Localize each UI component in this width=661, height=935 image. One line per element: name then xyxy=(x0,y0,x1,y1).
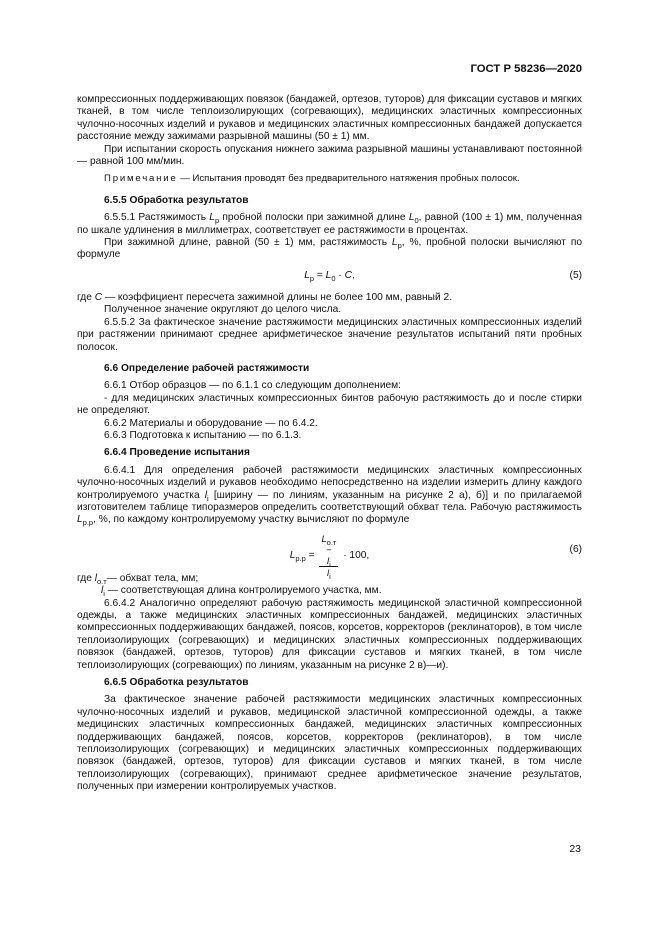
heading-6-6-4: 6.6.4 Проведение испытания xyxy=(104,447,250,459)
formula-6: $L_{р.р}$ = $L_{о.т}$ − $l_i$ $l_i$ · 100, (6) xyxy=(289,532,582,581)
formula-5-where: где C — коэффициент пересчета зажимной длины не более 100 мм, равный 2. xyxy=(77,291,453,303)
fraction: $L_{о.т}$ − $l_i$ $l_i$ xyxy=(321,532,337,581)
page-number: 23 xyxy=(569,843,581,855)
heading-6-5-5: 6.5.5 Обработка результатов xyxy=(104,194,249,206)
formula-number: (5) xyxy=(569,269,582,281)
document-body xyxy=(77,94,582,794)
standard-code: ГОСТ Р 58236—2020 xyxy=(470,63,582,75)
formula-5: $L_р = L_0 \cdot C$, (5) xyxy=(304,269,582,283)
heading-6-6: 6.6 Определение рабочей растяжимости xyxy=(104,362,310,374)
formula-6-where-a: где $l_{о.т}—$ обхват тела, мм; xyxy=(77,572,199,586)
note xyxy=(77,173,582,185)
paragraph-6-6-5: За фактическое значение рабочей растяжимости медицинских эластичных компрессионных чулочно-носочных изделий и рукавов, медицинской эластичной компрессионной одежды, а также медицинских эластичных компрессионных бандажей, медицинских эластичных компрессионных поддерживающих бандажей, поясов, корсетов, корректоров (реклинаторов), в том числе теплоизолирующих (согревающих) и медицинских эластичных компрессионных поддерживающих повязок (бандажей, ортезов, туторов) для фиксации суставов и мягких тканей, в том числе теплоизолирующих (согревающих), принимают среднее арифметическое значение результатов, полученных при измерении контролируемых участков. xyxy=(77,694,582,793)
paragraph-speed: При испытании скорость опускания нижнего зажима разрывной машины устанавливают постоянной — равной 100 мм/мин. xyxy=(77,143,582,168)
paragraph-6-6-2: 6.6.2 Материалы и оборудование — по 6.4.2. xyxy=(104,417,318,429)
heading-6-6-5: 6.6.5 Обработка результатов xyxy=(104,677,249,689)
paragraph-6-6-1: 6.6.1 Отбор образцов — по 6.1.1 со следующим дополнением: xyxy=(104,380,402,392)
paragraph-round: Полученное значение округляют до целого числа. xyxy=(104,304,342,316)
note-text: — Испытания проводят без предварительного натяжения пробных полосок. xyxy=(177,173,520,185)
paragraph-6-6-3: 6.6.3 Подготовка к испытанию — по 6.1.3. xyxy=(104,429,302,441)
note-label: Примечание xyxy=(104,173,178,185)
paragraph-6-6-4-2: 6.6.4.2 Аналогично определяют рабочую растяжимость медицинской эластичной компрессионной одежды, а также медицинских эластичных компрессионных бандажей, медицинских эластичных компрессионных поддерживающих бандажей, поясов, корсетов, корректоров (реклинаторов), в том числе теплоизолирующих (согревающих) и медицинских эластичных компрессионных поддерживающих повязок (бандажей, ортезов, туторов) для фиксации суставов и мягких тканей, в том числе теплоизолирующих (согревающих) по линиям, указанным на рисунке 2 в)—и). xyxy=(77,597,582,671)
paragraph-6-6-4-1: 6.6.4.1 Для определения рабочей растяжимости медицинских эластичных компрессионных чулочно-носочных изделий и рукавов необходимо непосредственно на изделии измерить длину каждого контролируемого участка $l_i$ [ширину — по линиям, указанным на рисунке 2 а), б)] и по прилагаемой изготовителем таблице типоразмеров определить соответствующий обхват тела. Рабочую растяжимость $L_{р.р}$, %, по каждому контролируемому участку вычисляют по формуле xyxy=(77,464,582,528)
paragraph-continuation: компрессионных поддерживающих повязок (бандажей, ортезов, туторов) для фиксации суставов и мягких тканей, в том числе теплоизолирующих (согревающих), медицинских эластичных компрессионных чулочно-носочных изделий и рукавов и медицинских эластичных компрессионных бандажей допускается расстояние между зажимами разрывной машины (50 ± 1) мм. xyxy=(77,94,582,143)
paragraph-6-5-5-1: 6.5.5.1 Растяжимость $L_р$ пробной полоски при зажимной длине $L_0$, равной (100 ± 1) мм, полученная по шкале удлинения в миллиметрах, соответствует ее растяжимости в процентах. xyxy=(77,212,582,236)
paragraph-6-5-5-2: 6.5.5.2 За фактическое значение растяжимости медицинских эластичных компрессионных изделий при растяжении принимают среднее арифметическое значение результатов испытаний пяти пробных полосок. xyxy=(77,316,582,353)
formula-6-where-b: $l_i$ — соответствующая длина контролируемого участка, мм. xyxy=(101,585,382,599)
paragraph-6-6-1-b: - для медицинских эластичных компрессионных бинтов рабочую растяжимость до и после стирки не определяют. xyxy=(77,392,582,417)
formula-number: (6) xyxy=(569,543,582,555)
paragraph-6-5-5-1-b: При зажимной длине, равной (50 ± 1) мм, растяжимость $L_р$, %, пробной полоски вычисляют по формуле xyxy=(77,237,582,261)
